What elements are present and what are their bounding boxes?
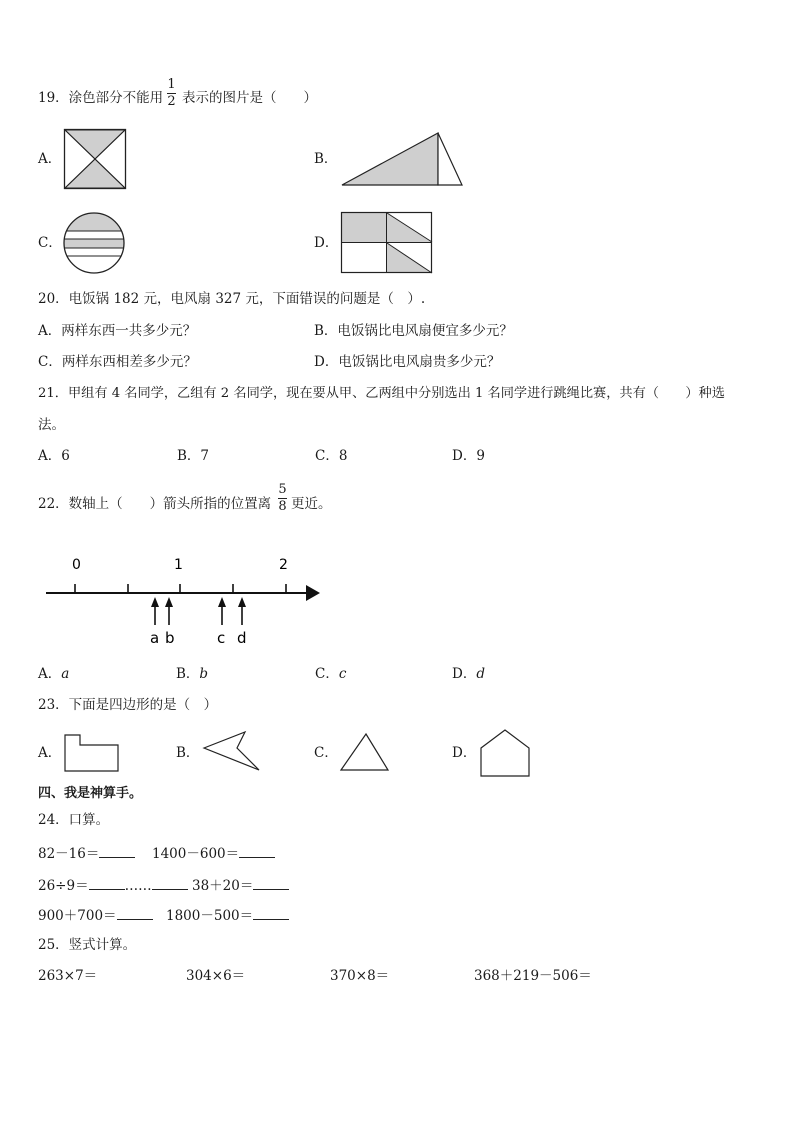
q19-option-d-label: D． xyxy=(314,235,339,251)
q19-figure-c-circle xyxy=(62,211,126,275)
q22-option-c: C．c xyxy=(315,666,347,682)
q23-shape-c-triangle xyxy=(340,732,390,772)
q24-item-4: 38＋20＝ xyxy=(192,875,289,895)
q23-stem: 23．下面是四边形的是（ ） xyxy=(38,697,218,713)
q23-shape-b-concave-quadrilateral xyxy=(203,730,261,772)
q25-item-2: 304×6＝ xyxy=(186,968,246,984)
arrow-label-c: c xyxy=(217,629,226,647)
arrow-d xyxy=(238,597,246,625)
q20-stem: 20．电饭锅 182 元，电风扇 327 元，下面错误的问题是（ ）. xyxy=(38,291,426,307)
arrow-label-d: d xyxy=(237,629,247,647)
q25-item-4: 368＋219－506＝ xyxy=(474,968,592,984)
q19-fraction-numerator: 1 xyxy=(167,77,176,92)
q22-fraction xyxy=(278,483,287,514)
q24-item-5: 900＋700＝ xyxy=(38,905,153,925)
q20-option-b: B．电饭锅比电风扇便宜多少元？ xyxy=(314,323,513,339)
q22-stem-part2: 更近。 xyxy=(291,496,332,512)
axis-label-0: 0 xyxy=(72,557,81,573)
q19-option-a-label: A． xyxy=(38,151,62,167)
q24-item-2: 1400－600＝ xyxy=(152,843,275,863)
q22-number-line xyxy=(40,550,330,650)
q19-figure-a-square xyxy=(64,129,126,189)
section-4-title: 四、我是神算手。 xyxy=(38,786,143,801)
q23-shape-a-notched-rectangle xyxy=(64,734,120,772)
q19-stem-part1: 19．涂色部分不能用 xyxy=(38,90,164,106)
q20-option-a: A．两样东西一共多少元？ xyxy=(38,323,197,339)
q20-option-c: C．两样东西相差多少元？ xyxy=(38,354,197,370)
q23-shape-d-pentagon xyxy=(479,728,531,778)
q21-option-b: B．7 xyxy=(177,448,210,464)
q21-option-a: A．6 xyxy=(38,448,70,464)
q23-option-a-label: A． xyxy=(38,745,62,761)
arrow-c xyxy=(218,597,226,625)
arrow-b xyxy=(165,597,173,625)
q20-option-d: D．电饭锅比电风扇贵多少元？ xyxy=(314,354,501,370)
q24-item-1: 82－16＝ xyxy=(38,843,135,863)
q19-fraction-denominator: 2 xyxy=(167,94,176,109)
q21-stem-line2: 法。 xyxy=(38,417,65,433)
q19-option-c-label: C． xyxy=(38,235,62,251)
q21-option-c: C．8 xyxy=(315,448,348,464)
q23-option-b-label: B． xyxy=(176,745,200,761)
q22-option-a: A．a xyxy=(38,666,70,682)
q19-figure-d-rectangle xyxy=(341,212,433,274)
q23-option-d-label: D． xyxy=(452,745,477,761)
q24-item-3: 26÷9＝ …… xyxy=(38,875,188,895)
q21-stem-line1: 21．甲组有 4 名同学，乙组有 2 名同学，现在要从甲、乙两组中分别选出 1 名同学进行跳绳比赛，共有（ ）种选 xyxy=(38,386,725,401)
q24-stem: 24．口算。 xyxy=(38,812,110,828)
q24-item-6: 1800－500＝ xyxy=(166,905,289,925)
q19-figure-b-triangle xyxy=(340,131,464,187)
q22-fraction-numerator: 5 xyxy=(278,482,287,497)
q21-option-d: D．9 xyxy=(452,448,485,464)
arrow-a xyxy=(151,597,159,625)
arrow-label-b: b xyxy=(165,629,175,647)
q22-fraction-denominator: 8 xyxy=(278,499,287,514)
axis-label-2: 2 xyxy=(279,557,288,573)
q19-fraction xyxy=(167,78,176,109)
q25-stem: 25．竖式计算。 xyxy=(38,937,137,953)
q22-option-b: B．b xyxy=(176,666,209,682)
q25-item-3: 370×8＝ xyxy=(330,968,390,984)
q22-stem-part1: 22．数轴上（ ）箭头所指的位置离 xyxy=(38,496,272,512)
q23-option-c-label: C． xyxy=(314,745,338,761)
arrow-label-a: a xyxy=(150,629,160,647)
axis-label-1: 1 xyxy=(174,557,183,573)
q22-option-d: D．d xyxy=(452,666,485,682)
q19-stem-part2: 表示的图片是（ ） xyxy=(182,90,317,106)
q25-item-1: 263×7＝ xyxy=(38,968,98,984)
q19-option-b-label: B． xyxy=(314,151,338,167)
